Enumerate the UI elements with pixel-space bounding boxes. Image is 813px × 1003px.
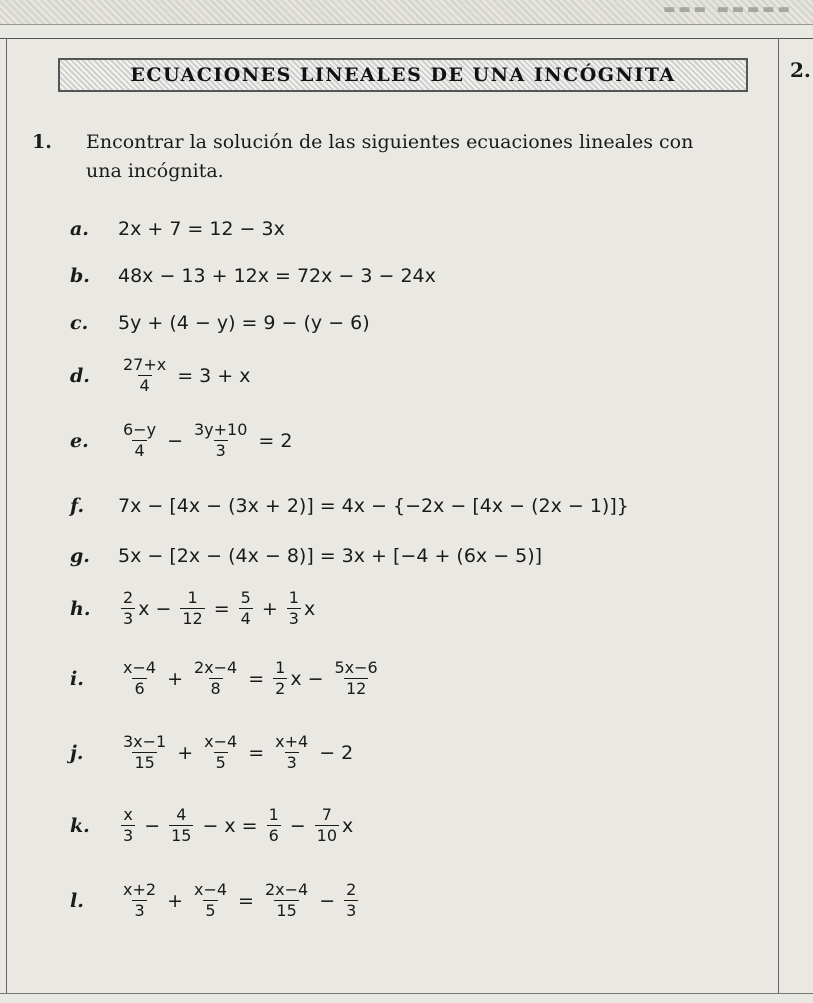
lhs: 2x + 7: [118, 218, 182, 240]
item-label: b.: [70, 265, 90, 287]
equation-g: g. 5x − [2x − (4x − 8)] = 3x + [−4 + (6x − 5)]: [70, 545, 543, 567]
left-margin-line: [6, 38, 7, 993]
rhs: 2: [280, 429, 293, 452]
item-label: f.: [70, 495, 85, 517]
item-label: g.: [70, 545, 90, 567]
faint-header-text: ▬▬▬ ▬▬▬▬▬: [663, 2, 793, 17]
equation-k: k. $\frac{x}{3}$ − $\frac{4}{15}$ − x = $\frac{1}{6}$ − $\frac{7}{10}$ x: [70, 805, 354, 845]
equation-c: c. 5y + (4 − y) = 9 − (y − 6): [70, 312, 370, 334]
item-label: j.: [70, 741, 84, 764]
rhs: 3 + x: [199, 364, 251, 387]
rhs: 4x − {−2x − [4x − (2x − 1)]}: [341, 495, 629, 517]
item-label: k.: [70, 814, 90, 837]
rhs: 3x + [−4 + (6x − 5)]: [341, 545, 543, 567]
rhs: 9 − (y − 6): [263, 312, 370, 334]
equation-h: h. $\frac{2}{3}$ x − $\frac{1}{12}$ = $\frac{5}{4}$ + $\frac{1}{3}$ x: [70, 588, 316, 628]
fraction: $\frac{6-y}{4}$: [123, 420, 157, 460]
section-header: [58, 58, 748, 92]
lhs: 5y + (4 − y): [118, 312, 236, 334]
equation-f: f. 7x − [4x − (3x + 2)] = 4x − {−2x − [4x − (2x − 1)]}: [70, 495, 629, 517]
equation-i: i. $\frac{x-4}{6}$ + $\frac{2x-4}{8}$ = $\frac{1}{2}$ x − $\frac{5x-6}{12}$: [70, 658, 378, 698]
prompt-line-2: una incógnita.: [86, 160, 224, 182]
fraction: $\frac{3y+10}{3}$: [193, 420, 248, 460]
rhs: 12 − 3x: [209, 218, 285, 240]
top-strip: [0, 0, 813, 25]
equation-l: l. $\frac{x+2}{3}$ + $\frac{x-4}{5}$ = $\frac{2x-4}{15}$ − $\frac{2}{3}$: [70, 880, 357, 920]
section-title: ECUACIONES LINEALES DE UNA INCÓGNITA: [130, 64, 676, 86]
equation-j: j. $\frac{3x-1}{15}$ + $\frac{x-4}{5}$ = $\frac{x+4}{3}$ − 2: [70, 732, 354, 772]
top-rule: [0, 38, 813, 39]
bottom-rule: [0, 993, 813, 994]
side-page-number: 2.: [790, 58, 811, 82]
item-label: c.: [70, 312, 89, 334]
item-label: d.: [70, 364, 90, 387]
equation-a: a. 2x + 7 = 12 − 3x: [70, 218, 285, 240]
equation-e: e. $\frac{6-y}{4}$ − $\frac{3y+10}{3}$ = 2: [70, 420, 293, 460]
equation-d: d. $\frac{27+x}{4}$ = 3 + x: [70, 355, 251, 395]
lhs: 48x − 13 + 12x: [118, 265, 270, 287]
right-margin-line: [778, 38, 779, 993]
rhs: 72x − 3 − 24x: [296, 265, 436, 287]
prompt-line-1: Encontrar la solución de las siguientes ecuaciones lineales con: [86, 131, 694, 153]
item-label: l.: [70, 889, 84, 912]
item-label: h.: [70, 597, 91, 620]
exercise-number: 1.: [32, 131, 52, 153]
lhs: 7x − [4x − (3x + 2)]: [118, 495, 314, 517]
item-label: a.: [70, 218, 89, 240]
equation-b: b. 48x − 13 + 12x = 72x − 3 − 24x: [70, 265, 436, 287]
exercise-prompt: [32, 128, 767, 186]
fraction: $\frac{27+x}{4}$: [123, 355, 167, 395]
item-label: i.: [70, 667, 84, 690]
lhs: 5x − [2x − (4x − 8)]: [118, 545, 314, 567]
item-label: e.: [70, 429, 89, 452]
